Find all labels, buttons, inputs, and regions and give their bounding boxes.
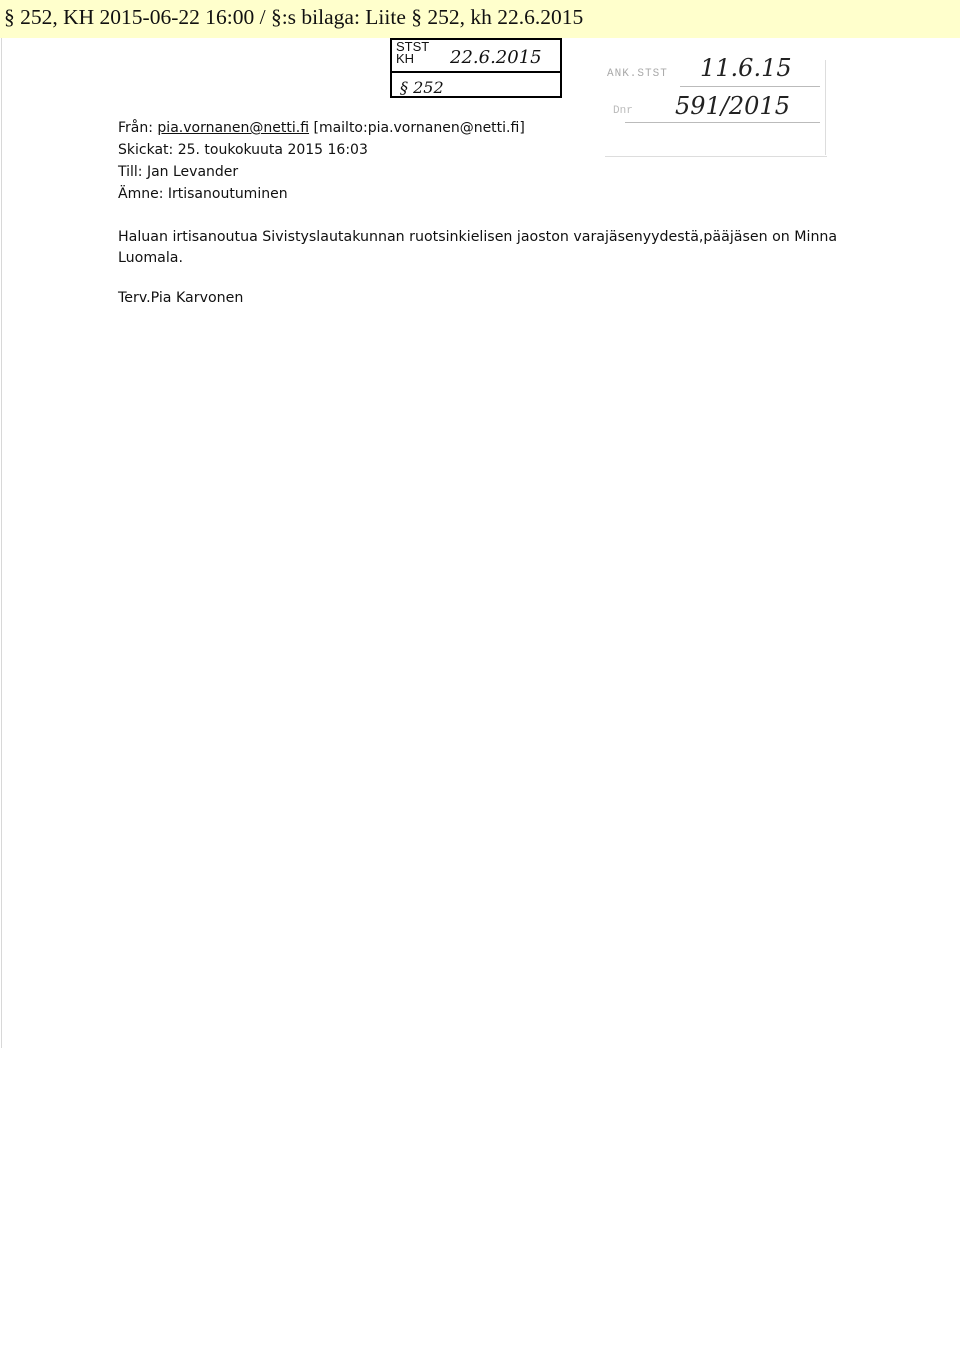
banner-text: § 252, KH 2015-06-22 16:00 / §:s bilaga: Liite § 252, kh 22.6.2015 xyxy=(4,5,584,29)
email-header xyxy=(118,117,525,205)
to-value: Jan Levander xyxy=(146,164,239,180)
registry-date: 11.6.15 xyxy=(700,54,792,82)
subject-label: Ämne: xyxy=(118,186,164,202)
stamp-section: § 252 xyxy=(400,78,444,97)
stamp-code-line2: KH xyxy=(396,51,415,66)
email-subject-row xyxy=(118,183,525,205)
registry-label: ANK.STST xyxy=(607,68,668,80)
registry-line xyxy=(625,122,820,123)
stamp-code xyxy=(396,41,429,65)
to-label: Till: xyxy=(118,164,143,180)
subject-value: Irtisanoutuminen xyxy=(167,186,288,202)
registry-line xyxy=(825,60,826,155)
scan-edge-line xyxy=(1,38,2,1048)
from-label: Från: xyxy=(118,120,153,136)
from-address-link[interactable]: pia.vornanen@netti.fi xyxy=(157,120,310,136)
email-sent-row xyxy=(118,139,525,161)
email-to-row xyxy=(118,161,525,183)
sent-value: 25. toukokuuta 2015 16:03 xyxy=(177,142,368,158)
sent-label: Skickat: xyxy=(118,142,174,158)
attachment-banner xyxy=(0,0,960,38)
registry-line xyxy=(680,86,820,87)
registry-dnr-label: Dnr xyxy=(613,105,633,117)
registry-number: 591/2015 xyxy=(675,92,790,120)
stamp-divider xyxy=(392,71,560,73)
email-body: Haluan irtisanoutua Sivistyslautakunnan ruotsinkielisen jaoston varajäsenyydestä,pääjäsen on Minna Luomala. xyxy=(118,229,838,266)
board-stamp xyxy=(390,38,562,98)
registry-line xyxy=(605,156,827,157)
email-signature: Terv.Pia Karvonen xyxy=(118,290,244,306)
stamp-code-line1: STST xyxy=(396,39,430,54)
email-from-row xyxy=(118,117,525,139)
registry-stamp xyxy=(605,50,827,162)
from-mailto: [mailto:pia.vornanen@netti.fi] xyxy=(313,120,525,136)
stamp-date: 22.6.2015 xyxy=(450,47,542,68)
